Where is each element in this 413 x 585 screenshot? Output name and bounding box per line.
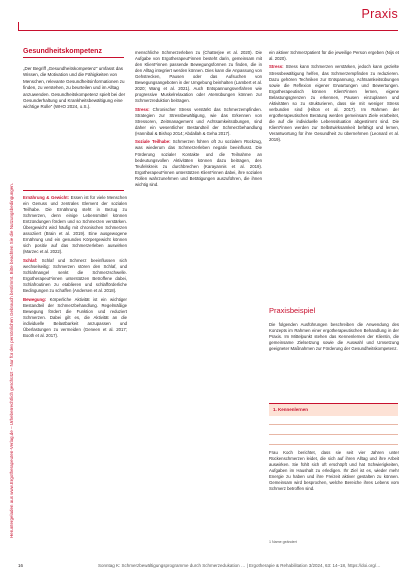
paragraph-key: Ernährung & Gewicht: <box>23 195 70 200</box>
blank-line <box>269 444 398 446</box>
paragraph <box>135 107 262 137</box>
side-watermark <box>0 38 14 538</box>
paragraph-key: Soziale Teilhabe: <box>135 139 171 145</box>
paragraph-text: Chronischer Stress verstärkt das Schmerzempfinden. Strategien zur Stressbewältigung, wie das Erkennen von Stressoren, Zeitmanagement und Achtsamkeitsübungen, sind daher ein wesentlicher Bestandteil der Schmerzbehandlung (Hannibal & Bishop 2014; Abdallah & Geha 2017). <box>135 106 262 136</box>
paragraph-text: Frau Koch berichtet, dass sie seit vier Jahren unter Rückenschmerzen leidet, die sich auf ihren Alltag und ihre Arbeit auswirken. Sie fühlt sich oft erschöpft und hat Schwierigkeiten, Aufgaben im Haushalt zu erledigen. Ihr Ziel ist es, wieder mehr Energie zu haben und ihre Freizeit aktiver gestalten zu können. Gemeinsam wird besprochen, welche Bereiche ihres Lebens vom Schmerz betroffen sind. <box>269 450 399 492</box>
case-text <box>269 450 399 540</box>
page-number: 16 <box>18 563 24 568</box>
praxis-heading: Praxisbeispiel <box>269 306 316 315</box>
paragraph <box>135 50 262 104</box>
paragraph-key: Bewegung: <box>23 296 47 302</box>
footer-citation: Sonntag K: Schmerzbewältigungsprogramme durch Schmerzedukation … | Ergotherapie & Rehabilitation 3/2024, 63: 14–18, https://doi.org/… <box>98 563 381 568</box>
paragraph <box>23 195 127 255</box>
box-quote: „Der Begriff „Gesundheitskompetenz“ umfasst das Wissen, die Motivation und die Fähigkeiten von Menschen, relevante Gesundheitsinformationen zu finden, zu verstehen, zu beurteilen und im Alltag anzuwenden. Gesundheitskompetenz spielt bei der Gesunderhaltung und Krankheitsbewältigung eine wichtige Rolle“ (WHO 2024, o.S.). <box>23 66 126 110</box>
blank-line <box>269 424 398 426</box>
paragraph <box>269 322 399 352</box>
header-tick <box>18 22 19 30</box>
paragraph <box>23 258 127 294</box>
paragraph <box>23 297 127 339</box>
paragraph-text: menschliche Schmerzerleben zu (Chatterjee et al. 2020). Die Aufgabe von Ergotherapeut*innen besteht darin, gemeinsam mit den Klient*innen passende Bewegungsformen zu finden, die in den Alltag integriert werden können. Dies kann die Anpassung von Gehstrecken, Pausen oder das Aufsuchen von Bewegungsangeboten in der Umgebung beinhalten (Lambert et al. 2020; Wang et al. 2021). Auch Entspannungsverfahren wie progressive Muskelrelaxation oder Atemübungen können zur Schmerzreduktion beitragen. <box>135 50 262 104</box>
box-rule-bottom <box>23 190 124 191</box>
step-header-label: 1. Kennenlernen <box>273 407 309 412</box>
paragraph <box>269 50 399 62</box>
column-1 <box>23 195 127 552</box>
page-footer <box>18 563 398 573</box>
paragraph-text: Stress kann Schmerzen verstärken, jedoch kann gezielte Stressbewältigung helfen, das Schmerzempfinden zu reduzieren. Dazu gehören Techniken zur Entspannung, Achtsamkeitsübungen sowie die Reflexion eigener Erwartungen und Bewertungen. Ergotherapeutisch können Klient*innen lernen, eigene Belastungsgrenzen zu erkennen, Pausen einzuplanen und Aktivitäten so zu strukturieren, dass sie mit weniger Stress verbunden sind (Hilton et al. 2017). Im Rahmen der ergotherapeutischen Beratung werden gemeinsam Ziele erarbeitet, die auf die individuelle Lebenssituation abgestimmt sind. Die Klient*innen werden zur Selbstwirksamkeit befähigt und lernen, Verantwortung für ihre Gesundheit zu übernehmen (Leonard et al. 2019). <box>269 64 399 143</box>
blank-line <box>269 434 398 436</box>
paragraph-text: Körperliche Aktivität ist ein wichtiger Bestandteil der Schmerzbehandlung. Regelmäßige Bewegung fördert die Funktion und reduziert Schmerzen. Dabei gilt es, die Aktivität an die individuelle Belastbarkeit anzupassen und Überlastungen zu vermeiden (Geneen et al. 2017; Booth et al. 2017). <box>23 296 127 338</box>
side-watermark-text: Heruntergeladen aus www.Ergotherapeuten-Verlag.de – Urheberrechtlich geschützt – Nur für den persönlichen Gebrauch bestimmt. Bitte beachten Sie die Nutzungsbedingungen. <box>9 183 14 538</box>
column-2 <box>135 50 262 553</box>
step-header-bar <box>269 403 398 416</box>
paragraph-text: Schlaf und Schmerz beeinflussen sich wechselseitig: Schmerzen stören den Schlaf, und Schlafmangel senkt die Schmerzschwelle. Ergotherapeut*innen unterstützen Betroffene dabei, Schlafroutinen zu etablieren und schlafförderliche Bedingungen zu schaffen (Andersen et al. 2018). <box>23 257 127 294</box>
header-rule <box>18 30 398 31</box>
column-3 <box>269 50 399 299</box>
paragraph-key: Schlaf: <box>23 257 38 263</box>
box-rule <box>23 57 124 58</box>
paragraph-key: Stress: <box>269 64 284 70</box>
praxis-intro <box>269 322 399 385</box>
paragraph-text: Schmerzen führen oft zu sozialem Rückzug, was wiederum das Schmerzerleben negativ beeinflusst. Die Förderung sozialer Kontakte und die Teilnahme an bedeutungsvollen Aktivitäten können dazu beitragen, den Teufelskreis zu durchbrechen (Karayannis et al. 2019). Ergotherapeut*innen unterstützen Klient*innen dabei, ihre sozialen Rollen wahrzunehmen und Betätigungen auszuführen, die ihnen wichtig sind. <box>135 139 262 187</box>
paragraph-text: Die folgenden Ausführungen beschreiben die Anwendung des Konzepts im Rahmen einer ergotherapeutischen Behandlung in der Praxis. Im Mittelpunkt stehen das Kennenlernen der Klientin, die gemeinsame Zielsetzung sowie die Auswahl und Umsetzung geeigneter Maßnahmen zur Förderung der Gesundheitskompetenz. <box>269 322 399 352</box>
paragraph-text: ein aktiver Schmerzpatient für die jeweilige Person ergeben (Nijs et al. 2020). <box>269 50 399 62</box>
section-title: Praxis <box>361 7 398 21</box>
footnote: 1 Name geändert <box>269 540 297 544</box>
paragraph-text: Essen ist für viele Menschen ein Genuss und zentrales Element der sozialen Teilhabe. Die Ernährung steht in Bezug zu Schmerzen, denn einige Lebensmittel können Entzündungen fördern und so Schmerzen verstärken. Übergewicht wird häufig mit chronischen Schmerzen assoziiert (Brain et al. 2019). Eine ausgewogene Ernährung und ein gesundes Körpergewicht können sich positiv auf das Schmerzerleben auswirken (Marzec et al. 2022). <box>23 195 127 255</box>
paragraph-key: Stress: <box>135 106 150 112</box>
box-title: Gesundheitskompetenz <box>23 48 102 55</box>
paragraph <box>269 64 399 143</box>
paragraph <box>269 450 399 492</box>
paragraph <box>135 139 262 187</box>
